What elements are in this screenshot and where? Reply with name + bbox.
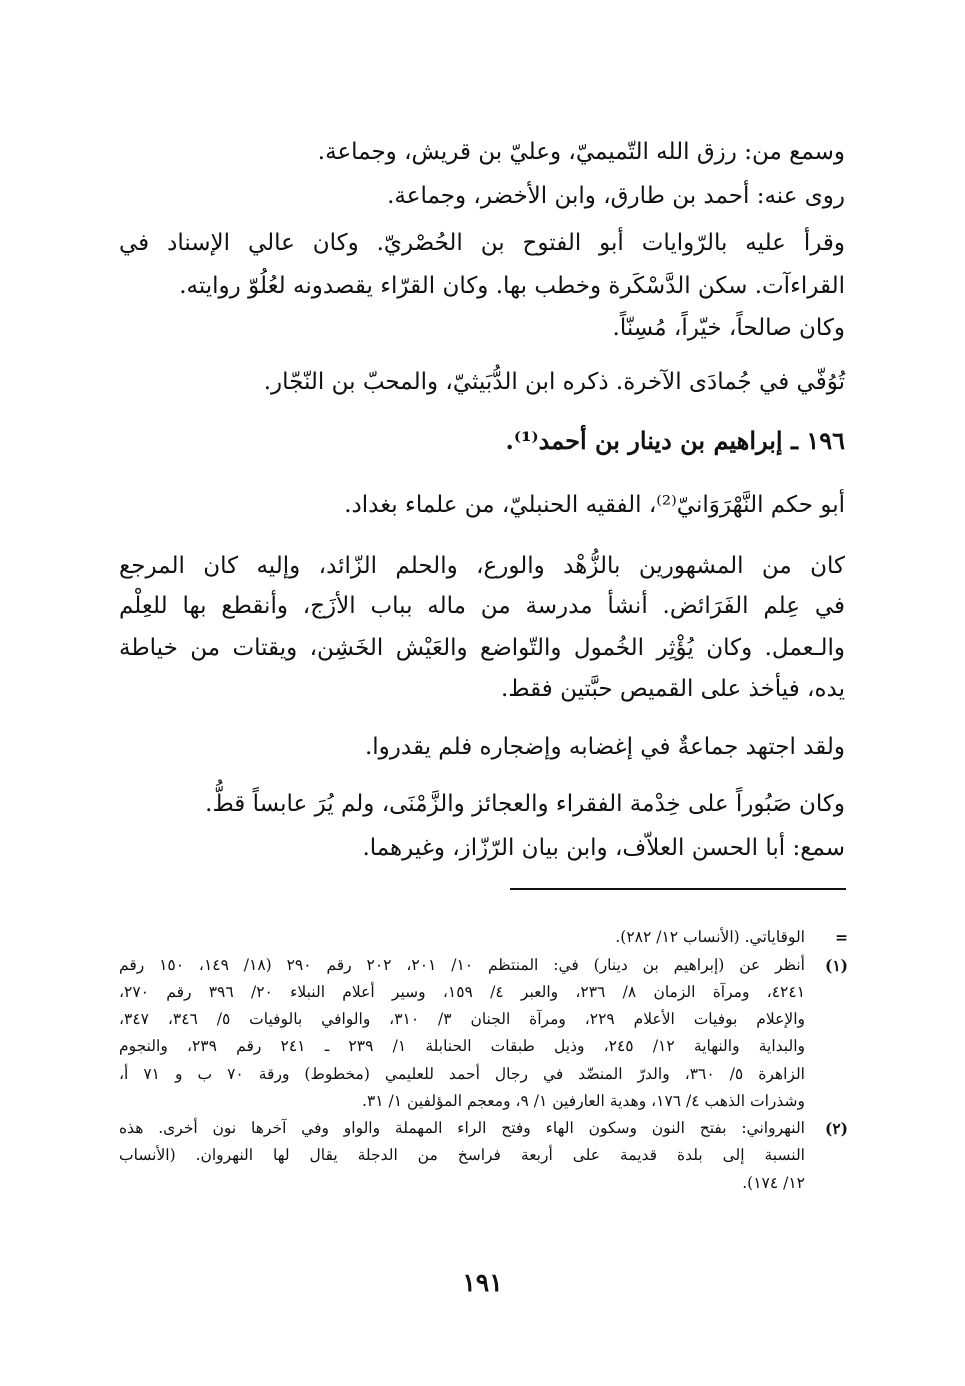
- footnote-2-line-3: ١٢/ ١٧٤).: [742, 1174, 805, 1192]
- body-line-10: في عِلم الفَرَائض. أنشأ مدرسة من ماله بباب الأزَج، وأنقطع بها للعِلْم: [119, 593, 845, 619]
- footnote-1-line: [119, 1088, 845, 1115]
- footnote-1-mark: (١): [824, 956, 848, 975]
- entry-heading: ١٩٦ ـ إبراهيم بن دينار بن أحمد⁽¹⁾.: [505, 426, 845, 455]
- footnote-1-line: [119, 1033, 845, 1060]
- page-number: ١٩١: [462, 1268, 503, 1297]
- body-line-1: وسمع من: رزق الله التّميميّ، وعليّ بن قريش، وجماعة.: [317, 139, 845, 165]
- footnote-2-line-2: النسبة إلى بلدة قديمة على أربعة فراسخ من الدجلة يقال لها النهروان. (الأنساب: [119, 1146, 805, 1164]
- footnote-1-line-4: والبداية والنهاية ١٢/ ٢٤٥، وذيل طبقات الحنابلة ١/ ٢٣٩ ـ ٢٤١ رقم ٢٣٩، والنجوم: [119, 1037, 805, 1055]
- footnote-divider: [510, 888, 846, 890]
- footnote-2-line: [119, 1142, 845, 1169]
- footnote-1-line: [119, 1061, 845, 1088]
- footnote-1-line: [119, 979, 845, 1006]
- body-line-4: القراءآت. سكن الدَّسْكَرة وخطب بها. وكان القرّاء يقصدونه لعُلُوّ روايته.: [179, 273, 845, 299]
- body-line-13: ولقد اجتهد جماعةٌ في إغضابه وإضجاره فلم يقدروا.: [364, 734, 845, 760]
- body-line-8: أبو حكم النَّهْرَوَانيّ⁽²⁾، الفقيه الحنبليّ، من علماء بغداد.: [344, 492, 845, 518]
- footnote-continuation-text: الوقاياتي. (الأنساب ١٢/ ٢٨٢).: [615, 928, 805, 946]
- body-line-14: وكان صَبُوراً على خِدْمة الفقراء والعجائز والزَّمْنَى، ولم يُرَ عابساً قطُّ.: [205, 791, 845, 817]
- footnote-1-line-6: وشذرات الذهب ٤/ ١٧٦، وهدية العارفين ١/ ٩، ومعجم المؤلفين ١/ ٣١.: [362, 1092, 805, 1110]
- body-line-5: وكان صالحاً، خيّراً، مُسِنّاً.: [612, 315, 845, 341]
- footnote-1-line: [119, 952, 845, 979]
- footnote-2-line: [119, 1170, 845, 1197]
- footnote-2-line-1: النهرواني: بفتح النون وسكون الهاء وفتح الراء المهملة والواو وفي آخرها نون أخرى. هذه: [119, 1119, 805, 1137]
- body-line-11: والـعمل. وكان يُؤْثِر الخُمول والتّواضع والعَيْش الخَشِن، ويقتات من خياطة: [119, 635, 845, 661]
- footnote-continuation: [119, 924, 848, 951]
- footnote-1-line: [119, 1006, 845, 1033]
- body-line-3: وقرأ عليه بالرّوايات أبو الفتوح بن الحُصْريّ. وكان عالي الإسناد في: [119, 230, 845, 256]
- footnote-1-line-1: أنظر عن (إبراهيم بن دينار) في: المنتظم ١٠/ ٢٠١، ٢٠٢ رقم ٢٩٠ (١٨/ ١٤٩، ١٥٠ رقم: [119, 956, 805, 974]
- body-line-9: كان من المشهورين بالزُّهْد والورع، والحلم الزّائد، وإليه كان المرجع: [119, 553, 845, 579]
- body-line-6: تُوُفّي في جُمادَى الآخرة. ذكره ابن الدُّبَيثيّ، والمحبّ بن النّجّار.: [263, 369, 845, 395]
- footnote-2-mark: (٢): [824, 1119, 848, 1138]
- footnote-2-line: [119, 1115, 845, 1142]
- continuation-mark: =: [835, 928, 848, 947]
- body-line-2: روى عنه: أحمد بن طارق، وابن الأخضر، وجماعة.: [387, 183, 845, 209]
- footnote-1-line-5: الزاهرة ٥/ ٣٦٠، والدرّ المنضّد في رجال أحمد للعليمي (مخطوط) ورقة ٧٠ ب و ٧١ أ،: [119, 1065, 805, 1083]
- body-line-15: سمع: أبا الحسن العلاّف، وابن بيان الرّزّاز، وغيرهما.: [362, 835, 845, 861]
- footnote-1-line-3: والإعلام بوفيات الأعلام ٢٢٩، ومرآة الجنان ٣/ ٣١٠، والوافي بالوفيات ٥/ ٣٤٦، ٣٤٧،: [119, 1010, 806, 1028]
- body-line-12: يده، فيأخذ على القميص حبَّتين فقط.: [500, 676, 845, 702]
- footnote-1-line-2: ٤٢٤١، ومرآة الزمان ٨/ ٢٣٦، والعبر ٤/ ١٥٩، وسير أعلام النبلاء ٢٠/ ٣٩٦ رقم ٢٧٠،: [119, 983, 806, 1001]
